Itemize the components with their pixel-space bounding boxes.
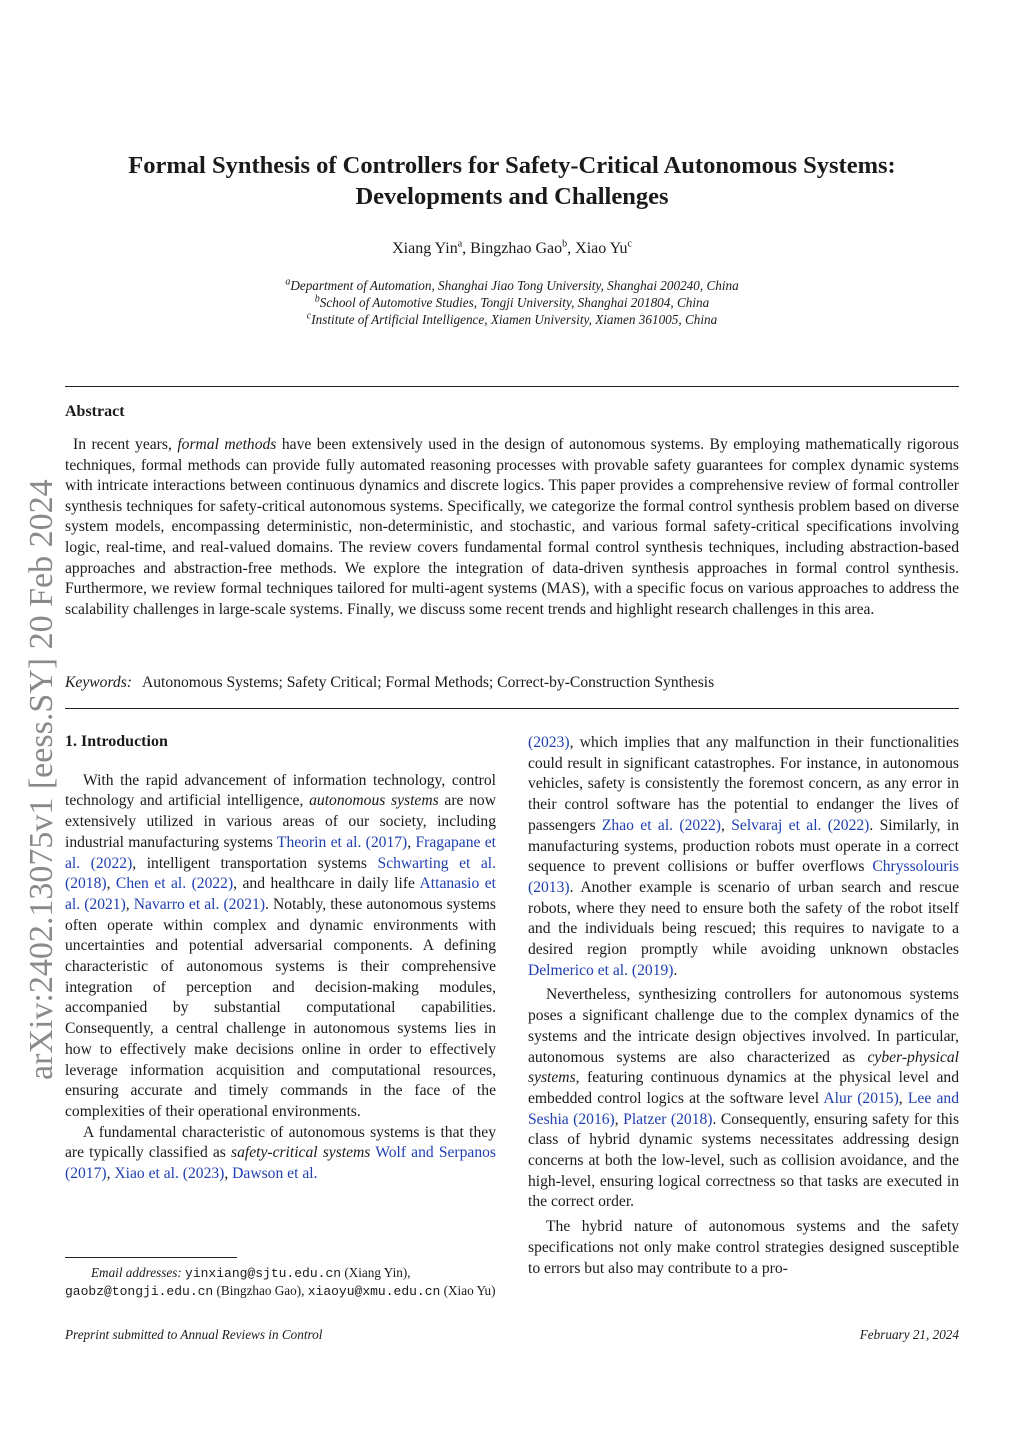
- affiliation: $^b$School of Automotive Studies, Tongji University, Shanghai 201804, China: [314, 293, 710, 310]
- citation-link[interactable]: Theorin et al. (2017): [276, 833, 408, 851]
- author-affil-marker: a: [457, 238, 463, 250]
- citation-link[interactable]: Lee and Seshia (2016): [528, 1089, 959, 1128]
- paragraph: Nevertheless, synthesizing controllers for autonomous systems poses a significant challenge due to the complex dynamics of the systems and the intricate design objectives involved. In particular, autonomous systems are also characterized as cyber-physical systems, featuring continuous dynamics at the physical level and embedded control logics at the software level Alur (2015), Lee and Seshia (2016), Platzer (2018). Consequently, ensuring safety for this class of hybrid dynamic systems necessitates addressing design concerns at both the low-level, such as collision avoidance, and the high-level, ensuring logical correctness so that tasks are executed in the correct order.: [528, 986, 960, 1211]
- right-column: [528, 733, 959, 1279]
- left-column: [65, 732, 496, 1185]
- abstract-heading: Abstract: [65, 403, 125, 420]
- citation-link[interactable]: (2023): [528, 734, 570, 751]
- citation-link[interactable]: Platzer (2018): [623, 1110, 713, 1128]
- email-link[interactable]: yinxiang@sjtu.edu.cn: [185, 1266, 342, 1281]
- section-heading-introduction: 1. Introduction: [65, 733, 168, 750]
- citation-link[interactable]: Selvaraj et al. (2022): [731, 816, 870, 834]
- affiliation-list: [40, 277, 984, 328]
- top-divider: [65, 386, 959, 387]
- author-name: Xiang Yin: [392, 240, 458, 257]
- author-name: Xiao Yu: [575, 240, 628, 257]
- citation-link[interactable]: Chryssolouris (2013): [528, 858, 959, 896]
- affiliation: $^a$Department of Automation, Shanghai Jiao Tong University, Shanghai 200240, China: [285, 276, 739, 293]
- citation-link[interactable]: Dawson et al.: [232, 1165, 318, 1183]
- footnote-divider: [65, 1257, 237, 1258]
- citation-link[interactable]: Delmerico et al. (2019): [528, 961, 674, 979]
- footnote-label: Email addresses:: [91, 1265, 182, 1280]
- citation-link[interactable]: Navarro et al. (2021): [133, 895, 266, 913]
- citation-link[interactable]: Alur (2015): [823, 1089, 899, 1107]
- title-line-2: Developments and Challenges: [355, 183, 669, 210]
- author-list: Xiang Yin$^a$, Bingzhao Gao$^b$, Xiao Yu$^c$: [392, 238, 632, 257]
- email-link[interactable]: gaobz@tongji.edu.cn: [65, 1284, 214, 1299]
- citation-link[interactable]: Zhao et al. (2022): [601, 816, 721, 834]
- citation-link[interactable]: Wolf and Serpanos (2017): [65, 1144, 496, 1183]
- keywords: [65, 674, 959, 692]
- footnote: Email addresses: yinxiang@sjtu.edu.cn (Xiang Yin), gaobz@tongji.edu.cn (Bingzhao Gao), xiaoyu@xmu.edu.cn (Xiao Yu): [65, 1265, 496, 1299]
- citation-link[interactable]: Xiao et al. (2023): [114, 1165, 225, 1183]
- footer-date: February 21, 2024: [859, 1327, 959, 1342]
- author-affil-marker: b: [562, 238, 568, 250]
- email-link[interactable]: xiaoyu@xmu.edu.cn: [307, 1284, 441, 1299]
- citation-link[interactable]: Attanasio et al. (2021): [65, 875, 496, 913]
- footer-venue: Preprint submitted to Annual Reviews in Control: [65, 1327, 323, 1342]
- citation-link[interactable]: Chen et al. (2022): [115, 875, 234, 893]
- paragraph: With the rapid advancement of information technology, control technology and artificial intelligence, autonomous systems are now extensively utilized in various areas of our society, including industrial manufacturing systems Theorin et al. (2017), Fragapane et al. (2022), intelligent transportation systems Schwarting et al. (2018), Chen et al. (2022), and healthcare in daily life Attanasio et al. (2021), Navarro et al. (2021). Notably, these autonomous systems often operate within complex and dynamic environments with uncertainties and potential adversarial components. A defining characteristic of autonomous systems is their comprehensive integration of perception and decision-making modules, accompanied by substantial computational capabilities. Consequently, a central challenge in autonomous systems lies in how to effectively make decisions online in order to effectively leverage information acquisition and computational resources, ensuring accurate and timely commands in the face of the complexities of their operational environments.: [65, 771, 497, 1120]
- affiliation: $^c$Institute of Artificial Intelligence, Xiamen University, Xiamen 361005, China: [306, 310, 718, 327]
- title-line-1: Formal Synthesis of Controllers for Safety-Critical Autonomous Systems:: [128, 152, 896, 179]
- citation-link[interactable]: Schwarting et al. (2018): [65, 854, 497, 893]
- paragraph: (2023), which implies that any malfunction in their functionalities could result in significant catastrophes. For instance, in autonomous vehicles, safety is consistently the foremost concern, as any error in their control software has the potential to endanger the lives of passengers Zhao et al. (2022), Selvaraj et al. (2022). Similarly, in manufacturing systems, production robots must operate in a correct sequence to prevent collisions or buffer overflows Chryssolouris (2013). Another example is scenario of urban search and rescue robots, where they need to ensure both the safety of the robot itself and the individuals being rescued; this requires to navigate to a desired region promptly while avoiding unknown obstacles Delmerico et al. (2019).: [528, 734, 960, 979]
- keywords-text: Autonomous Systems; Safety Critical; Formal Methods; Correct-by-Construction Synthesis: [142, 674, 715, 691]
- paragraph: A fundamental characteristic of autonomous systems is that they are typically classified as safety-critical systems Wolf and Serpanos (2017), Xiao et al. (2023), Dawson et al.: [65, 1123, 496, 1183]
- author-name: Bingzhao Gao: [470, 240, 563, 257]
- paper-title: [40, 150, 984, 212]
- abstract-body: In recent years, formal methods have been extensively used in the design of autonomous systems. By employing mathematically rigorous techniques, formal methods can provide fully automated reasoning processes with provable safety guarantees for complex dynamic systems with intricate interactions between continuous dynamics and discrete logics. This paper provides a comprehensive review of formal controller synthesis techniques for safety-critical autonomous systems. Specifically, we categorize the formal control synthesis problem based on diverse system models, encompassing deterministic, non-deterministic, and stochastic, and various formal safety-critical specifications involving logic, real-time, and real-valued domains. The review covers fundamental formal control synthesis techniques, including abstraction-based approaches and abstraction-free methods. We explore the integration of data-driven synthesis approaches in formal control synthesis. Furthermore, we review formal techniques tailored for multi-agent systems (MAS), with a specific focus on various approaches to address the scalability challenges in large-scale systems. Finally, we discuss some recent trends and highlight research challenges in this area.: [65, 436, 959, 618]
- author-affil-marker: c: [627, 238, 632, 250]
- arxiv-identifier: arXiv:2402.13075v1 [eess.SY] 20 Feb 2024: [23, 479, 60, 1080]
- keywords-label: Keywords:: [65, 674, 132, 691]
- citation-link[interactable]: Fragapane et al. (2022): [65, 833, 497, 872]
- paragraph: The hybrid nature of autonomous systems and the safety specifications not only make control strategies designed susceptible to errors but also may contribute to a pro-: [528, 1218, 959, 1277]
- bottom-divider: [65, 708, 959, 709]
